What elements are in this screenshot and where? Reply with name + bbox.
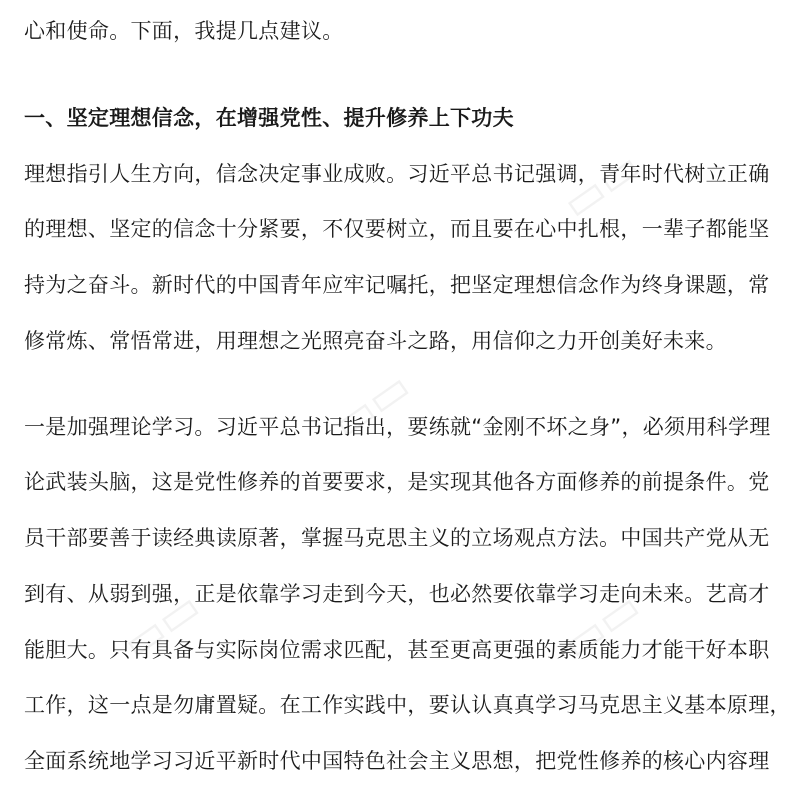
watermark-1: ▭▭ xyxy=(552,140,651,231)
paragraph-line: 修常炼、常悟常进，用理想之光照亮奋斗之路，用信仰之力开创美好未来。 xyxy=(24,329,727,353)
paragraph-line: 员干部要善于读经典读原著，掌握马克思主义的立场观点方法。中国共产党从无 xyxy=(24,526,770,550)
paragraph-line: 能胆大。只有具备与实际岗位需求匹配，甚至更高更强的素质能力才能干好本职 xyxy=(24,638,770,662)
watermark-4: ▭▭ xyxy=(552,580,651,671)
watermark-3: ▭▭ xyxy=(112,580,211,671)
paragraph-line: 论武装头脑，这是党性修养的首要要求，是实现其他各方面修养的前提条件。党 xyxy=(24,470,770,494)
paragraph-line: 持为之奋斗。新时代的中国青年应牢记嘱托，把坚定理想信念作为终身课题，常 xyxy=(24,273,770,297)
paragraph-line: 一是加强理论学习。习近平总书记指出，要练就“金刚不坏之身”，必须用科学理 xyxy=(24,415,771,439)
paragraph-line: 理想指引人生方向，信念决定事业成败。习近平总书记强调，青年时代树立正确 xyxy=(24,162,770,186)
paragraph-line: 心和使命。下面，我提几点建议。 xyxy=(24,19,344,43)
section-heading: 一、坚定理想信念，在增强党性、提升修养上下功夫 xyxy=(24,106,514,130)
watermark-2: ▭▭ xyxy=(322,360,421,451)
paragraph-line: 工作，这一点是勿庸置疑。在工作实践中，要认认真真学习马克思主义基本原理， xyxy=(24,693,791,717)
paragraph-line: 的理想、坚定的信念十分紧要，不仅要树立，而且要在心中扎根，一辈子都能坚 xyxy=(24,217,770,241)
paragraph-line: 全面系统地学习习近平新时代中国特色社会主义思想，把党性修养的核心内容理 xyxy=(24,749,770,773)
paragraph-line: 到有、从弱到强，正是依靠学习走到今天，也必然要依靠学习走向未来。艺高才 xyxy=(24,582,770,606)
